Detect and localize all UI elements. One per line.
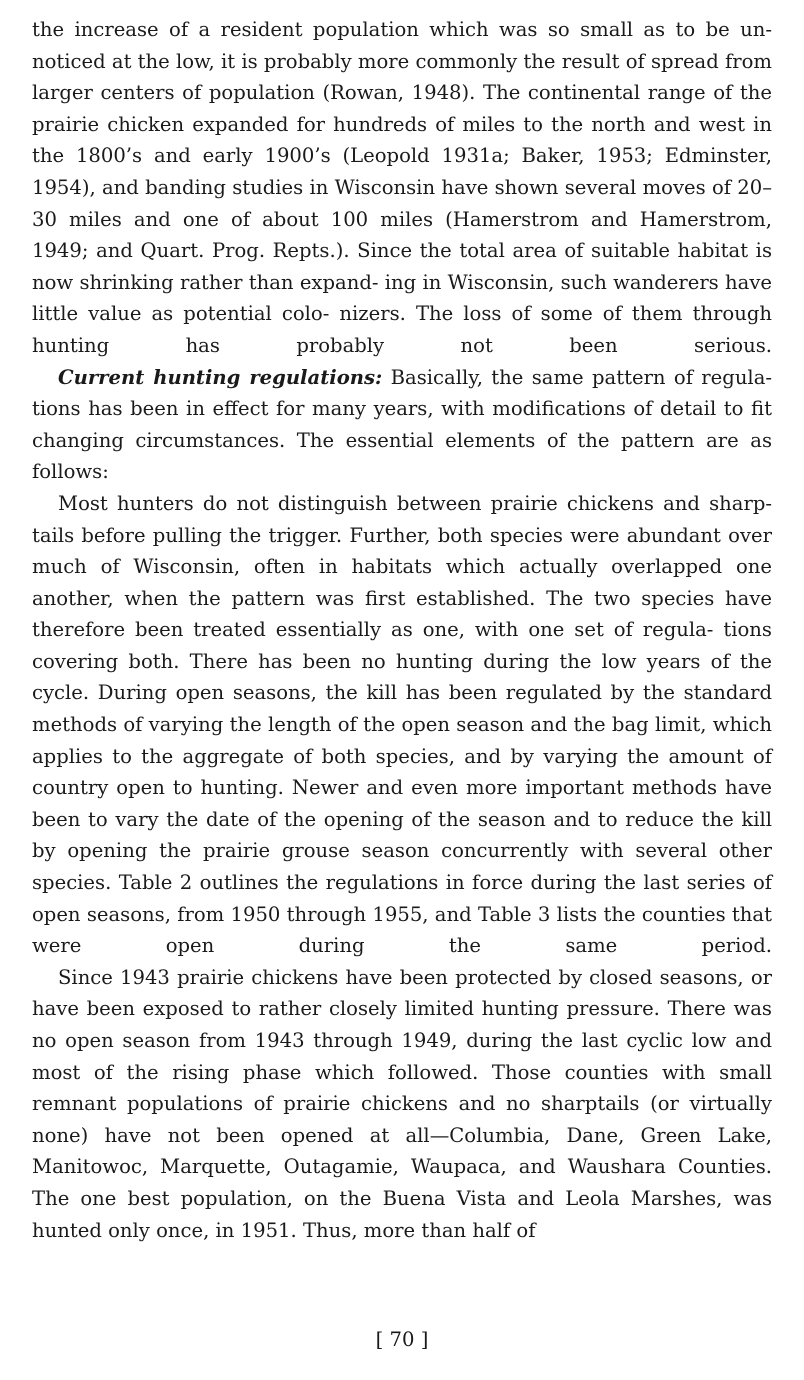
line: north and west in the 1800’s and early 1900’s (Leopold 1931a; Baker,: [32, 112, 773, 168]
paragraph-migration: [32, 14, 772, 362]
line: Counties. The one best population, on the Buena Vista and Leola: [32, 1155, 772, 1210]
line: the increase of a resident population which was so small as to be un-: [32, 18, 772, 41]
line: Most hunters do not distinguish between prairie chickens and sharp-: [58, 491, 772, 515]
paragraph-hunters: [32, 488, 772, 962]
line: one another, when the pattern was first established. The two species: [32, 555, 772, 610]
line: been serious.: [569, 333, 772, 357]
page-body: [32, 14, 772, 1246]
page-number: [ 70 ]: [375, 1328, 429, 1351]
line: tions has been in effect for many years, with modifications of detail: [32, 397, 717, 421]
paragraph-current-regulations: [32, 362, 772, 488]
line: Marshes, was hunted only once, in 1951. Thus, more than half of: [32, 1186, 773, 1242]
line: 1955, and Table 3 lists the counties that were open during the same: [32, 902, 772, 958]
line: have therefore been treated essentially as one, with one set of regula-: [32, 586, 772, 642]
line: Basically, the same pattern of regula-: [382, 365, 773, 389]
line: season and to reduce the kill by opening the prairie grouse season: [32, 807, 772, 863]
line: low and most of the rising phase which followed. Those counties with: [32, 1029, 773, 1084]
line: ing in Wisconsin, such wanderers have little value as potential colo-: [32, 270, 772, 326]
line: have been exposed to rather closely limited hunting pressure. There: [32, 997, 726, 1021]
line: of the cycle. During open seasons, the kill has been regulated by the: [32, 649, 772, 705]
line: 1953; Edminster, 1954), and banding studies in Wisconsin have: [32, 144, 772, 199]
section-heading: Current hunting regulations:: [58, 365, 383, 389]
line: varying the amount of country open to hunting. Newer and even more: [32, 744, 773, 800]
line: period.: [701, 934, 772, 958]
line: to fit changing circumstances. The essential elements of the pattern: [32, 397, 772, 452]
line: concurrently with several other species. Table 2 outlines the regulations: [32, 839, 772, 895]
line: in force during the last series of open seasons, from 1950 through: [32, 871, 773, 926]
line: are as follows:: [32, 428, 772, 484]
line: tions covering both. There has been no hunting during the low years: [32, 618, 772, 673]
line: tails before pulling the trigger. Further, both species were abundant: [32, 523, 721, 547]
paragraph-since-1943: [32, 962, 772, 1246]
line: standard methods of varying the length of the open season and the: [32, 681, 772, 737]
line: Lake, Manitowoc, Marquette, Outagamie, Waupaca, and Waushara: [32, 1123, 772, 1179]
line: small remnant populations of prairie chickens and no sharptails (or: [32, 1060, 772, 1116]
line: from larger centers of population (Rowan, 1948). The continental: [32, 49, 773, 105]
line: bag limit, which applies to the aggregate of both species, and by: [32, 713, 772, 768]
line: shown several moves of 20–30 miles and one of about 100 miles: [32, 175, 772, 231]
line: noticed at the low, it is probably more commonly the result of spread: [32, 49, 719, 73]
line: was no open season from 1943 through 1949, during the last cyclic: [32, 997, 772, 1052]
line: virtually none) have not been opened at all—Columbia, Dane, Green: [32, 1092, 772, 1147]
line: range of the prairie chicken expanded for hundreds of miles to the: [32, 81, 772, 136]
line: over much of Wisconsin, often in habitats which actually overlapped: [32, 523, 772, 579]
line: important methods have been to vary the date of the opening of the: [32, 776, 772, 831]
line: (Hamerstrom and Hamerstrom, 1949; and Quart. Prog. Repts.). Since: [32, 207, 772, 263]
line: nizers. The loss of some of them through hunting has probably not: [32, 302, 773, 357]
line: Since 1943 prairie chickens have been protected by closed seasons, or: [58, 965, 772, 989]
line: the total area of suitable habitat is now shrinking rather than expand-: [32, 239, 772, 294]
